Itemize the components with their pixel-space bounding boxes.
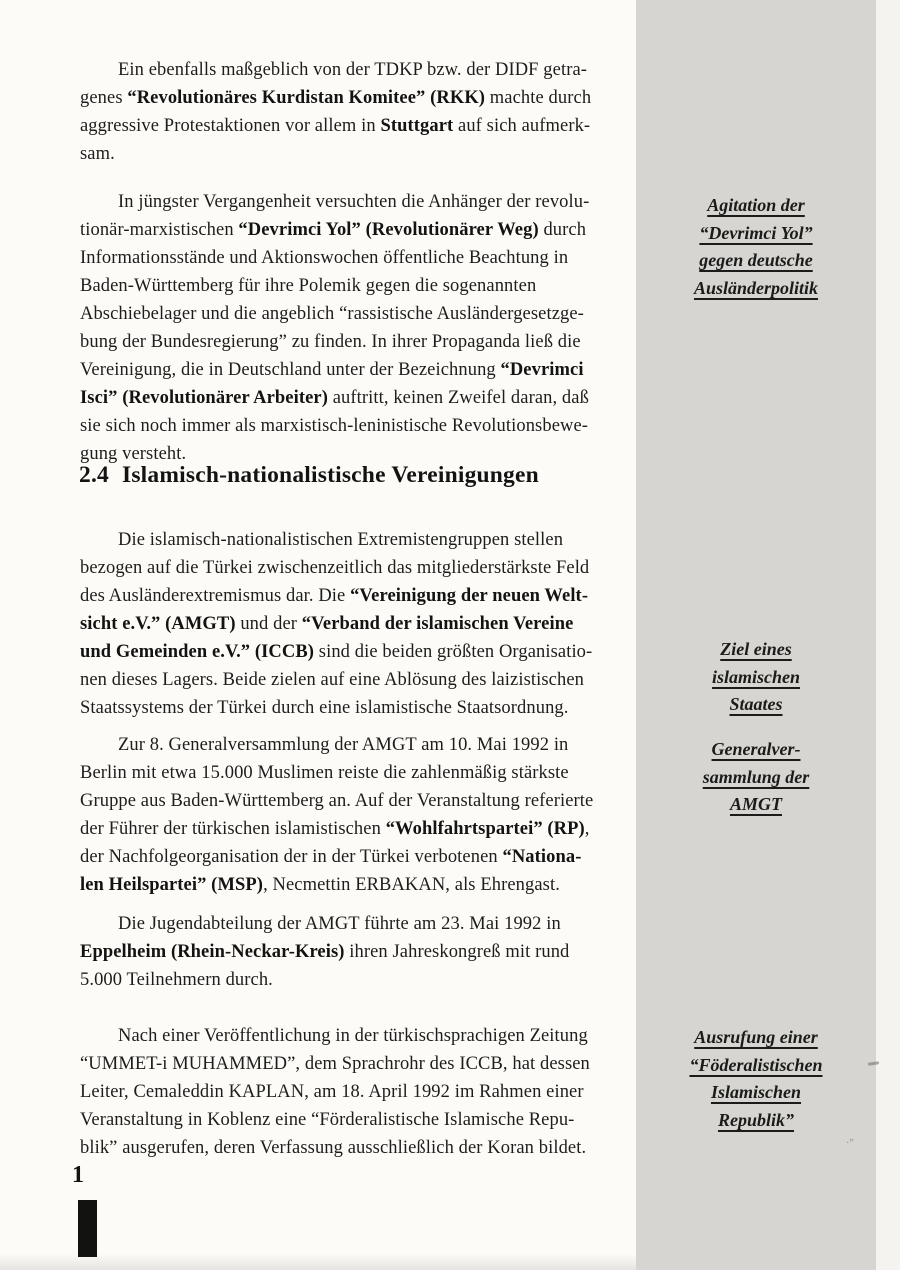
margin-stripe-edge bbox=[876, 0, 900, 1270]
section-title: Islamisch-nationalistische Vereinigungen bbox=[121, 462, 539, 488]
margin-note-line: Staates bbox=[729, 694, 783, 714]
paragraph-jugendabteilung bbox=[80, 910, 569, 994]
page-number: 1 bbox=[72, 1162, 84, 1188]
text-line: Staatssystems der Türkei durch eine islamistische Staatsordnung. bbox=[80, 698, 569, 718]
text-line: blik” ausgerufen, deren Verfassung ausschließlich der Koran bildet. bbox=[80, 1138, 587, 1158]
text-line: sicht e.V.” (AMGT) und der “Verband der islamischen Vereine bbox=[80, 614, 574, 634]
text-line: gung versteht. bbox=[80, 444, 187, 464]
note-agitation-devrimci-yol bbox=[648, 192, 864, 302]
paragraph-generalversammlung bbox=[80, 731, 593, 899]
margin-note-line: islamischen bbox=[711, 666, 800, 687]
section-heading bbox=[79, 462, 539, 489]
text-line: Die islamisch-nationalistischen Extremistengruppen stellen bbox=[118, 530, 564, 550]
margin-note-line: sammlung der bbox=[702, 766, 810, 787]
text-line: genes “Revolutionäres Kurdistan Komitee” (RKK) machte durch bbox=[80, 88, 592, 108]
text-line: und Gemeinden e.V.” (ICCB) sind die beiden größten Organisatio- bbox=[80, 642, 593, 662]
margin-note-line: “Föderalistischen bbox=[689, 1054, 823, 1075]
text-line: Baden-Württemberg für ihre Polemik gegen die sogenannten bbox=[80, 276, 537, 296]
text-line: Gruppe aus Baden-Württemberg an. Auf der Veranstaltung referierte bbox=[80, 791, 594, 811]
text-line: Berlin mit etwa 15.000 Muslimen reiste die zahlenmäßig stärkste bbox=[80, 763, 569, 783]
text-line: Isci” (Revolutionärer Arbeiter) auftritt, keinen Zweifel daran, daß bbox=[80, 388, 589, 408]
page-curl-shadow bbox=[0, 1254, 636, 1270]
paragraph-devrimci-yol bbox=[80, 188, 589, 468]
text-line: “UMMET-i MUHAMMED”, dem Sprachrohr des ICCB, hat dessen bbox=[80, 1054, 590, 1074]
text-line: aggressive Protestaktionen vor allem in Stuttgart auf sich aufmerk- bbox=[80, 116, 591, 136]
text-line: In jüngster Vergangenheit versuchten die Anhänger der revolu- bbox=[118, 192, 590, 212]
text-line: sam. bbox=[80, 144, 115, 164]
margin-note-line: Agitation der bbox=[707, 195, 805, 215]
text-line: nen dieses Lagers. Beide zielen auf eine Ablösung des laizistischen bbox=[80, 670, 584, 690]
note-ziel-islamischer-staat bbox=[648, 636, 864, 719]
section-number: 2.4 bbox=[79, 462, 109, 488]
note-generalversammlung-amgt bbox=[648, 736, 864, 819]
text-line: 5.000 Teilnehmern durch. bbox=[80, 970, 273, 990]
text-line: Ein ebenfalls maßgeblich von der TDKP bzw. der DIDF getra- bbox=[118, 60, 588, 80]
margin-note-line: Ziel eines bbox=[720, 639, 792, 659]
text-line: bung der Bundesregierung” zu finden. In ihrer Propaganda ließ die bbox=[80, 332, 581, 352]
text-line: len Heilspartei” (MSP), Necmettin ERBAKAN, als Ehrengast. bbox=[80, 875, 560, 895]
note-ausrufung-republik bbox=[648, 1024, 864, 1134]
text-line: Die Jugendabteilung der AMGT führte am 23. Mai 1992 in bbox=[118, 914, 561, 934]
scan-artifact bbox=[846, 1138, 862, 1142]
text-line: tionär-marxistischen “Devrimci Yol” (Revolutionärer Weg) durch bbox=[80, 220, 587, 240]
text-line: Leiter, Cemaleddin KAPLAN, am 18. April 1992 im Rahmen einer bbox=[80, 1082, 584, 1102]
text-line: Informationsstände und Aktionswochen öffentliche Beachtung in bbox=[80, 248, 569, 268]
margin-note-line: Generalver- bbox=[711, 739, 801, 759]
text-line: Eppelheim (Rhein-Neckar-Kreis) ihren Jahreskongreß mit rund bbox=[80, 942, 570, 962]
margin-note-line: Islamischen bbox=[710, 1082, 802, 1102]
text-line: Veranstaltung in Koblenz eine “Förderalistische Islamische Repu- bbox=[80, 1110, 575, 1130]
text-line: Nach einer Veröffentlichung in der türkischsprachigen Zeitung bbox=[118, 1026, 588, 1046]
text-line: Abschiebelager und die angeblich “rassistische Ausländergesetzge- bbox=[80, 304, 584, 324]
margin-note-line: gegen deutsche bbox=[699, 250, 813, 270]
paragraph-islamisch-gruppen bbox=[80, 526, 592, 722]
text-line: des Ausländerextremismus dar. Die “Vereinigung der neuen Welt- bbox=[80, 586, 589, 606]
margin-note-line: “Devrimci Yol” bbox=[699, 222, 813, 243]
text-line: der Nachfolgeorganisation der in der Türkei verbotenen “Nationa- bbox=[80, 847, 582, 867]
registration-bar bbox=[78, 1200, 97, 1257]
margin-note-line: Republik” bbox=[717, 1109, 794, 1130]
text-line: der Führer der türkischen islamistischen “Wohlfahrtspartei” (RP), bbox=[80, 819, 590, 839]
text-line: sie sich noch immer als marxistisch-leninistische Revolutionsbewe- bbox=[80, 416, 589, 436]
paragraph-rkk bbox=[80, 56, 591, 168]
margin-note-line: Ausrufung einer bbox=[694, 1027, 818, 1047]
text-line: Zur 8. Generalversammlung der AMGT am 10. Mai 1992 in bbox=[118, 735, 569, 755]
text-line: bezogen auf die Türkei zwischenzeitlich das mitgliederstärkste Feld bbox=[80, 558, 590, 578]
margin-note-line: Ausländerpolitik bbox=[693, 277, 819, 298]
paragraph-iccb-kaplan bbox=[80, 1022, 590, 1162]
text-line: Vereinigung, die in Deutschland unter der Bezeichnung “Devrimci bbox=[80, 360, 584, 380]
margin-note-line: AMGT bbox=[729, 794, 782, 814]
